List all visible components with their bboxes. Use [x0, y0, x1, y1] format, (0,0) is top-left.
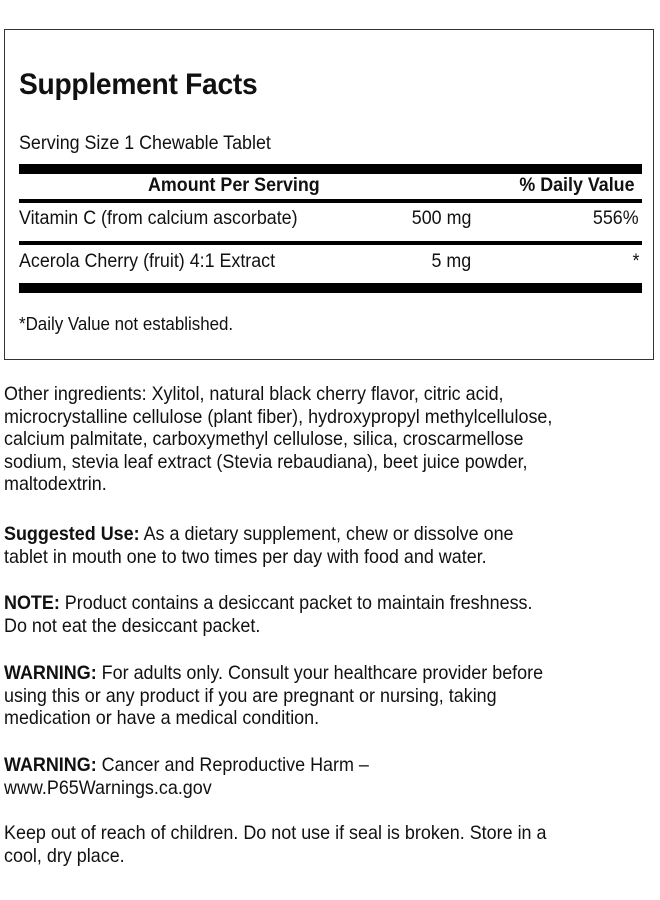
warning-label: WARNING: — [4, 754, 97, 776]
ingredients-line: microcrystalline cellulose (plant fiber), hydroxypropyl methylcellulose, — [4, 405, 553, 428]
serving-size: Serving Size 1 Chewable Tablet — [19, 133, 271, 154]
prop65-url: www.P65Warnings.ca.gov — [4, 776, 212, 799]
ingredients-line: calcium palmitate, carboxymethyl cellulose, silica, croscarmellose — [4, 428, 524, 450]
panel-title: Supplement Facts — [19, 68, 258, 101]
other-ingredients — [4, 383, 639, 496]
thick-divider-bottom — [19, 283, 642, 293]
desiccant-note — [4, 592, 639, 637]
storage-text: Keep out of reach of children. Do not use if seal is broken. Store in a — [4, 822, 547, 844]
note-text: Product contains a desiccant packet to maintain freshness. — [59, 592, 533, 614]
warning-text: For adults only. Consult your healthcare provider before — [96, 662, 544, 684]
header-amount-per-serving: Amount Per Serving — [148, 175, 320, 196]
suggested-use-text: tablet in mouth one to two times per day with food and water. — [4, 545, 487, 568]
supplement-facts-panel — [4, 29, 654, 360]
storage-instructions — [4, 822, 639, 867]
nutrient-amount: 5 mg — [431, 251, 471, 272]
thick-divider-top — [19, 164, 642, 174]
ingredients-line: maltodextrin. — [4, 473, 107, 495]
suggested-use-text: As a dietary supplement, chew or dissolve one — [139, 523, 514, 545]
nutrient-daily-value: * — [632, 251, 639, 272]
storage-text: cool, dry place. — [4, 844, 125, 867]
ingredients-line: sodium, stevia leaf extract (Stevia rebaudiana), beet juice powder, — [4, 450, 528, 473]
header-daily-value: % Daily Value — [519, 175, 635, 196]
note-label: NOTE: — [4, 592, 60, 614]
warning-text: using this or any product if you are pregnant or nursing, taking — [4, 684, 497, 707]
ingredients-line: Other ingredients: Xylitol, natural black cherry flavor, citric acid, — [4, 383, 504, 405]
warning-label: WARNING: — [4, 662, 97, 684]
suggested-use-label: Suggested Use: — [4, 523, 140, 545]
adults-warning — [4, 662, 639, 730]
header-divider — [19, 199, 642, 203]
note-text: Do not eat the desiccant packet. — [4, 614, 261, 637]
nutrient-name: Acerola Cherry (fruit) 4:1 Extract — [19, 251, 276, 272]
nutrient-daily-value: 556% — [593, 208, 639, 229]
suggested-use — [4, 523, 639, 568]
nutrient-name: Vitamin C (from calcium ascorbate) — [19, 208, 298, 229]
warning-text: Cancer and Reproductive Harm – — [96, 754, 369, 776]
nutrient-amount: 500 mg — [411, 208, 471, 229]
prop65-warning — [4, 754, 639, 799]
warning-text: medication or have a medical condition. — [4, 707, 320, 729]
daily-value-footnote: *Daily Value not established. — [19, 314, 234, 334]
row-divider — [19, 241, 642, 245]
